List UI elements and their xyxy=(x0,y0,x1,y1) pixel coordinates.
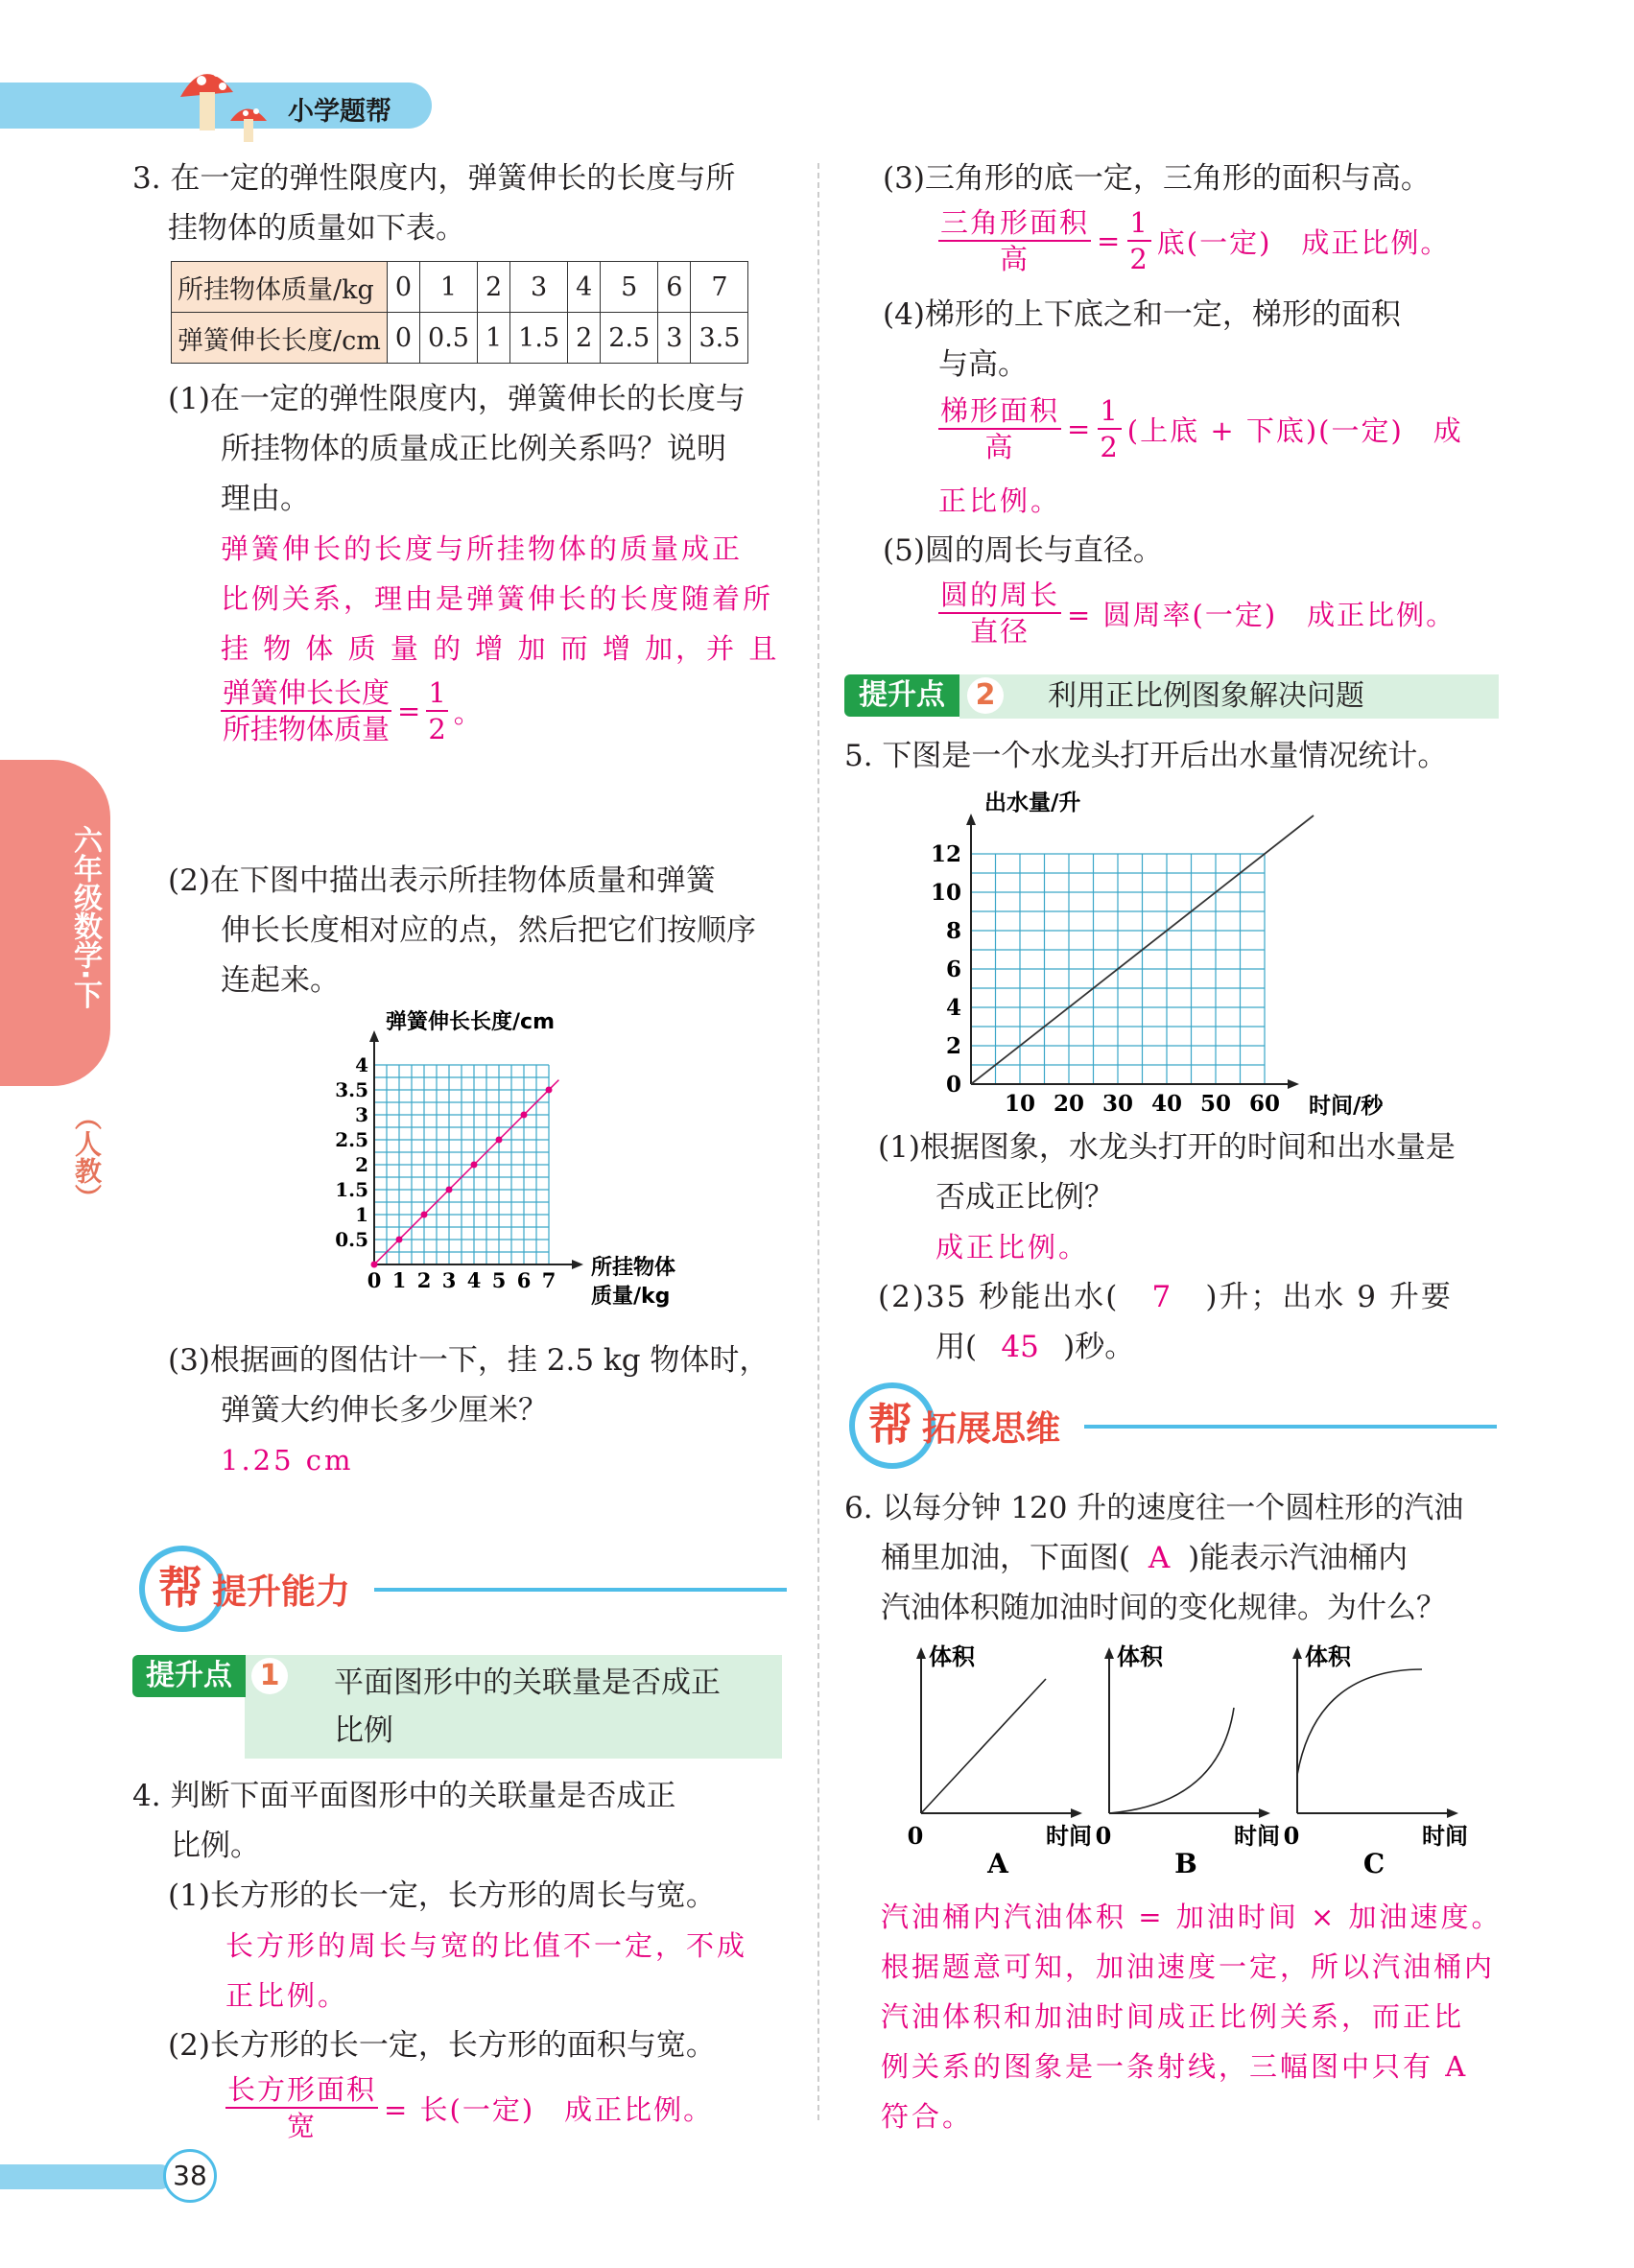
x-tick-label: 3 xyxy=(441,1268,457,1292)
answer-text: = 圆周率(一定) 成正比例。 xyxy=(1067,598,1456,631)
section-icon-char: 帮 xyxy=(158,1562,202,1614)
x-tick-label: 7 xyxy=(541,1268,557,1292)
q4-p1: (1)长方形的长一定，长方形的周长与宽。 xyxy=(168,1878,716,1913)
q4-answer-1-line2: 正比例。 xyxy=(225,1979,349,2012)
graph-curve xyxy=(921,1679,1046,1813)
answer-text: = 长(一定) 成正比例。 xyxy=(384,2092,714,2126)
q5-p2-line2 xyxy=(935,1322,1134,1372)
equals-sign: = xyxy=(397,695,421,727)
equals-sign: = xyxy=(1097,224,1123,257)
x-tick-label: 30 xyxy=(1101,1091,1134,1117)
section-title: 提升能力 xyxy=(212,1572,351,1612)
origin-label: 0 xyxy=(1283,1822,1300,1850)
y-axis-arrow xyxy=(916,1647,926,1659)
table-row xyxy=(172,313,748,364)
q3-answer-1-line2: 比例关系，理由是弹簧伸长的长度随着所 xyxy=(221,582,774,615)
q6-stem-2b: )能表示汽油桶内 xyxy=(1188,1541,1409,1575)
x-tick-label: 50 xyxy=(1199,1091,1232,1117)
point2-tag: 提升点 xyxy=(844,674,959,717)
table-cell: 1 xyxy=(477,313,509,364)
q6-stem-3: 汽油体积随加油时间的变化规律。为什么？ xyxy=(881,1591,1446,1625)
table-row-label: 所挂物体质量/kg xyxy=(172,262,388,313)
q4-p2: (2)长方形的长一定，长方形的面积与宽。 xyxy=(168,2028,716,2063)
data-point xyxy=(371,1262,378,1268)
q6-answer: A xyxy=(1148,1541,1171,1575)
graph-curve xyxy=(1297,1669,1422,1775)
q6-graphs xyxy=(892,1631,1487,1890)
table-cell: 0.5 xyxy=(420,313,478,364)
table-cell: 4 xyxy=(568,262,601,313)
q3-p1-1: (1)在一定的弹性限度内，弹簧伸长的长度与 xyxy=(168,382,746,416)
q3-p1-3: 理由。 xyxy=(221,482,310,516)
q3-p2-1: (2)在下图中描出表示所挂物体质量和弹簧 xyxy=(168,863,716,898)
side-tab-edition: （人教） xyxy=(71,1103,103,1211)
x-axis-arrow xyxy=(1259,1808,1270,1818)
fraction-numerator: 圆的周长 xyxy=(938,578,1061,614)
q3-answer-3: 1.25 cm xyxy=(221,1444,354,1477)
equals-sign: = xyxy=(1067,413,1093,445)
q5-answer-water: 7 xyxy=(1151,1280,1173,1314)
fraction-numerator: 梯形面积 xyxy=(938,393,1061,430)
y-tick-label: 12 xyxy=(930,841,961,867)
fraction-numerator: 三角形面积 xyxy=(938,205,1091,242)
y-axis-label: 出水量/升 xyxy=(984,791,1081,815)
q6-explanation-5: 符合。 xyxy=(881,2100,974,2133)
x-axis-arrow xyxy=(1071,1808,1082,1818)
q6-explanation-2: 根据题意可知，加油速度一定，所以汽油桶内 xyxy=(881,1950,1496,1983)
x-tick-label: 40 xyxy=(1150,1091,1183,1117)
x-tick-label: 0 xyxy=(367,1268,382,1292)
fraction-numerator: 1 xyxy=(426,675,447,712)
x-tick-label: 20 xyxy=(1053,1091,1085,1117)
section-icon-char: 帮 xyxy=(868,1399,912,1451)
x-axis-arrow xyxy=(572,1260,583,1269)
footer-band xyxy=(0,2164,173,2189)
q5-p2-d: )秒。 xyxy=(1063,1330,1135,1364)
q5-p1-1: (1)根据图象，水龙头打开的时间和出水量是 xyxy=(878,1130,1456,1165)
origin-label: 0 xyxy=(1095,1822,1112,1850)
q4-answer-4-end: 正比例。 xyxy=(938,484,1062,517)
y-axis-arrow xyxy=(1104,1647,1114,1659)
q3-table xyxy=(171,261,748,364)
fraction-denominator: 高 xyxy=(984,431,1015,463)
y-tick-label: 10 xyxy=(930,880,961,906)
q4-stem-2: 比例。 xyxy=(171,1829,260,1863)
q6-explanation-1: 汽油桶内汽油体积 = 加油时间 × 加油速度。 xyxy=(881,1901,1503,1933)
q5-p2-c: 用( xyxy=(935,1330,978,1364)
y-axis-arrow xyxy=(1292,1647,1302,1659)
q6-stem-2 xyxy=(881,1533,1408,1583)
q3-p1-2: 所挂物体的质量成正比例关系吗？说明 xyxy=(221,432,726,466)
y-tick-label: 0 xyxy=(945,1072,961,1098)
section-expand-header xyxy=(849,1377,1502,1463)
q4-stem-1: 4. 判断下面平面图形中的关联量是否成正 xyxy=(132,1779,676,1813)
x-tick-label: 1 xyxy=(391,1268,407,1292)
section-rule xyxy=(1084,1425,1497,1429)
column-divider xyxy=(817,163,819,2120)
y-axis-label: 体积 xyxy=(929,1643,975,1670)
point2-title: 利用正比例图象解决问题 xyxy=(1048,679,1364,713)
x-tick-label: 6 xyxy=(516,1268,532,1292)
q5-answer-time: 45 xyxy=(1001,1330,1039,1364)
y-tick-label: 2.5 xyxy=(335,1128,368,1151)
y-tick-label: 4 xyxy=(355,1053,368,1076)
q4-answer-1-line1: 长方形的周长与宽的比值不一定，不成 xyxy=(225,1929,748,1962)
y-tick-label: 2 xyxy=(355,1153,368,1176)
point1-tag: 提升点 xyxy=(132,1655,246,1697)
point1-title-2: 比例 xyxy=(334,1713,393,1748)
point2-number: 2 xyxy=(967,677,1004,714)
q4-answer-3 xyxy=(938,205,1450,276)
faucet-chart xyxy=(921,787,1420,1122)
q5-p2-line1 xyxy=(878,1272,1453,1322)
table-cell: 1 xyxy=(420,262,478,313)
x-tick-label: 5 xyxy=(491,1268,507,1292)
page-number: 38 xyxy=(163,2149,217,2203)
table-cell: 7 xyxy=(691,262,748,313)
table-cell: 0 xyxy=(387,313,419,364)
graph-curve xyxy=(1109,1708,1234,1813)
table-cell: 0 xyxy=(387,262,419,313)
y-tick-label: 1.5 xyxy=(335,1178,368,1201)
q6-stem-1: 6. 以每分钟 120 升的速度往一个圆柱形的汽油 xyxy=(844,1491,1464,1525)
q4-answer-5 xyxy=(938,578,1456,649)
y-axis-label: 体积 xyxy=(1117,1643,1163,1670)
table-cell: 1.5 xyxy=(510,313,568,364)
data-point xyxy=(421,1212,428,1218)
table-cell: 3 xyxy=(510,262,568,313)
fraction-numerator: 1 xyxy=(1127,205,1150,242)
table-cell: 6 xyxy=(658,262,691,313)
brand-title: 小学题帮 xyxy=(288,97,391,127)
x-tick-label: 4 xyxy=(466,1268,482,1292)
fraction-denominator: 2 xyxy=(1100,431,1120,463)
y-axis-arrow xyxy=(966,814,976,825)
x-axis-arrow xyxy=(1447,1808,1458,1818)
q3-p2-2: 伸长长度相对应的点，然后把它们按顺序 xyxy=(221,913,756,948)
x-axis-label: 时间/秒 xyxy=(1309,1094,1384,1119)
q3-answer-1-formula xyxy=(221,675,482,746)
x-tick-label: 10 xyxy=(1004,1091,1036,1117)
fraction-denominator: 直径 xyxy=(970,615,1030,648)
point1-number: 1 xyxy=(251,1658,288,1694)
table-cell: 2.5 xyxy=(601,313,658,364)
section-title: 拓展思维 xyxy=(922,1409,1061,1449)
graph-label: B xyxy=(1174,1848,1197,1879)
table-row-label: 弹簧伸长长度/cm xyxy=(172,313,388,364)
section-ability-header xyxy=(139,1540,792,1626)
fraction-denominator: 所挂物体质量 xyxy=(223,713,391,745)
q4-p4-2: 与高。 xyxy=(938,347,1028,382)
q4-answer-2 xyxy=(225,2072,713,2143)
q5-answer-1: 成正比例。 xyxy=(935,1231,1090,1264)
data-point xyxy=(496,1137,503,1144)
y-axis-label: 弹簧伸长长度/cm xyxy=(386,1010,556,1034)
fraction-denominator: 2 xyxy=(428,713,446,745)
y-tick-label: 1 xyxy=(355,1203,368,1226)
x-axis-label: 时间 xyxy=(1422,1823,1468,1850)
side-tab-grade: 六年级数学·下 xyxy=(68,825,102,1009)
y-axis-arrow xyxy=(369,1030,379,1042)
mushroom-icon xyxy=(161,54,286,150)
q3-answer-1-line3: 挂 物 体 质 量 的 增 加 而 增 加，并 且 xyxy=(221,632,780,665)
q3-answer-1-line1: 弹簧伸长的长度与所挂物体的质量成正 xyxy=(221,532,744,565)
origin-label: 0 xyxy=(907,1822,924,1850)
y-tick-label: 8 xyxy=(945,918,961,944)
q6-stem-2a: 桶里加油，下面图( xyxy=(881,1541,1131,1575)
fraction-denominator: 2 xyxy=(1129,243,1149,275)
fraction-denominator: 高 xyxy=(1000,243,1030,275)
y-tick-label: 0.5 xyxy=(335,1228,368,1251)
q3-p2-3: 连起来。 xyxy=(221,963,340,998)
x-tick-label: 2 xyxy=(416,1268,432,1292)
q5-p1-2: 否成正比例？ xyxy=(935,1180,1114,1215)
x-axis-label: 时间 xyxy=(1046,1823,1092,1850)
table-cell: 5 xyxy=(601,262,658,313)
data-point xyxy=(546,1087,553,1094)
q3-p3-2: 弹簧大约伸长多少厘米？ xyxy=(221,1393,548,1428)
spring-chart xyxy=(326,1007,691,1324)
answer-text: (上底 + 下底)(一定) 成 xyxy=(1126,413,1463,447)
q4-answer-4 xyxy=(938,393,1463,464)
table-cell: 3 xyxy=(658,313,691,364)
table-cell: 2 xyxy=(477,262,509,313)
y-tick-label: 4 xyxy=(945,995,961,1021)
q6-explanation-3: 汽油体积和加油时间成正比例关系，而正比 xyxy=(881,2000,1465,2033)
q4-p3: (3)三角形的底一定，三角形的面积与高。 xyxy=(883,161,1431,196)
q4-p4-1: (4)梯形的上下底之和一定，梯形的面积 xyxy=(883,297,1401,332)
table-row xyxy=(172,262,748,313)
section-rule xyxy=(374,1588,787,1592)
x-axis-label: 质量/kg xyxy=(591,1285,671,1309)
y-tick-label: 3 xyxy=(355,1103,368,1126)
q3-stem-1: 3. 在一定的弹性限度内，弹簧伸长的长度与所 xyxy=(132,161,736,196)
x-axis-label: 时间 xyxy=(1234,1823,1280,1850)
q3-p3-1: (3)根据画的图估计一下，挂 2.5 kg 物体时， xyxy=(168,1343,770,1378)
data-point xyxy=(521,1112,528,1119)
x-axis-label: 所挂物体 xyxy=(591,1256,676,1280)
y-tick-label: 6 xyxy=(945,957,961,982)
q5-stem: 5. 下图是一个水龙头打开后出水量情况统计。 xyxy=(844,739,1448,773)
fraction-numerator: 1 xyxy=(1098,393,1121,430)
x-tick-label: 60 xyxy=(1248,1091,1281,1117)
table-cell: 3.5 xyxy=(691,313,748,364)
q5-p2-a: (2)35 秒能出水( xyxy=(878,1280,1120,1314)
graph-label: C xyxy=(1362,1848,1385,1879)
fraction-numerator: 长方形面积 xyxy=(225,2072,378,2109)
period: 。 xyxy=(453,696,482,729)
answer-text: 底(一定) 成正比例。 xyxy=(1156,225,1451,259)
data-point xyxy=(471,1162,478,1169)
data-point xyxy=(396,1237,403,1243)
y-axis-label: 体积 xyxy=(1305,1643,1351,1670)
q5-p2-b: )升；出水 9 升要 xyxy=(1205,1280,1453,1314)
q4-p5: (5)圆的周长与直径。 xyxy=(883,533,1163,568)
fraction-numerator: 弹簧伸长长度 xyxy=(221,675,391,712)
point1-title-1: 平面图形中的关联量是否成正 xyxy=(334,1666,721,1700)
q3-stem-2: 挂物体的质量如下表。 xyxy=(168,211,465,246)
y-tick-label: 3.5 xyxy=(335,1078,368,1101)
table-cell: 2 xyxy=(568,313,601,364)
graph-label: A xyxy=(987,1848,1008,1879)
y-tick-label: 2 xyxy=(945,1033,961,1059)
data-point xyxy=(446,1187,453,1193)
q6-explanation-4: 例关系的图象是一条射线，三幅图中只有 A xyxy=(881,2050,1469,2083)
fraction-denominator: 宽 xyxy=(287,2110,318,2142)
series-line xyxy=(374,1080,558,1264)
x-axis-arrow xyxy=(1288,1079,1299,1089)
